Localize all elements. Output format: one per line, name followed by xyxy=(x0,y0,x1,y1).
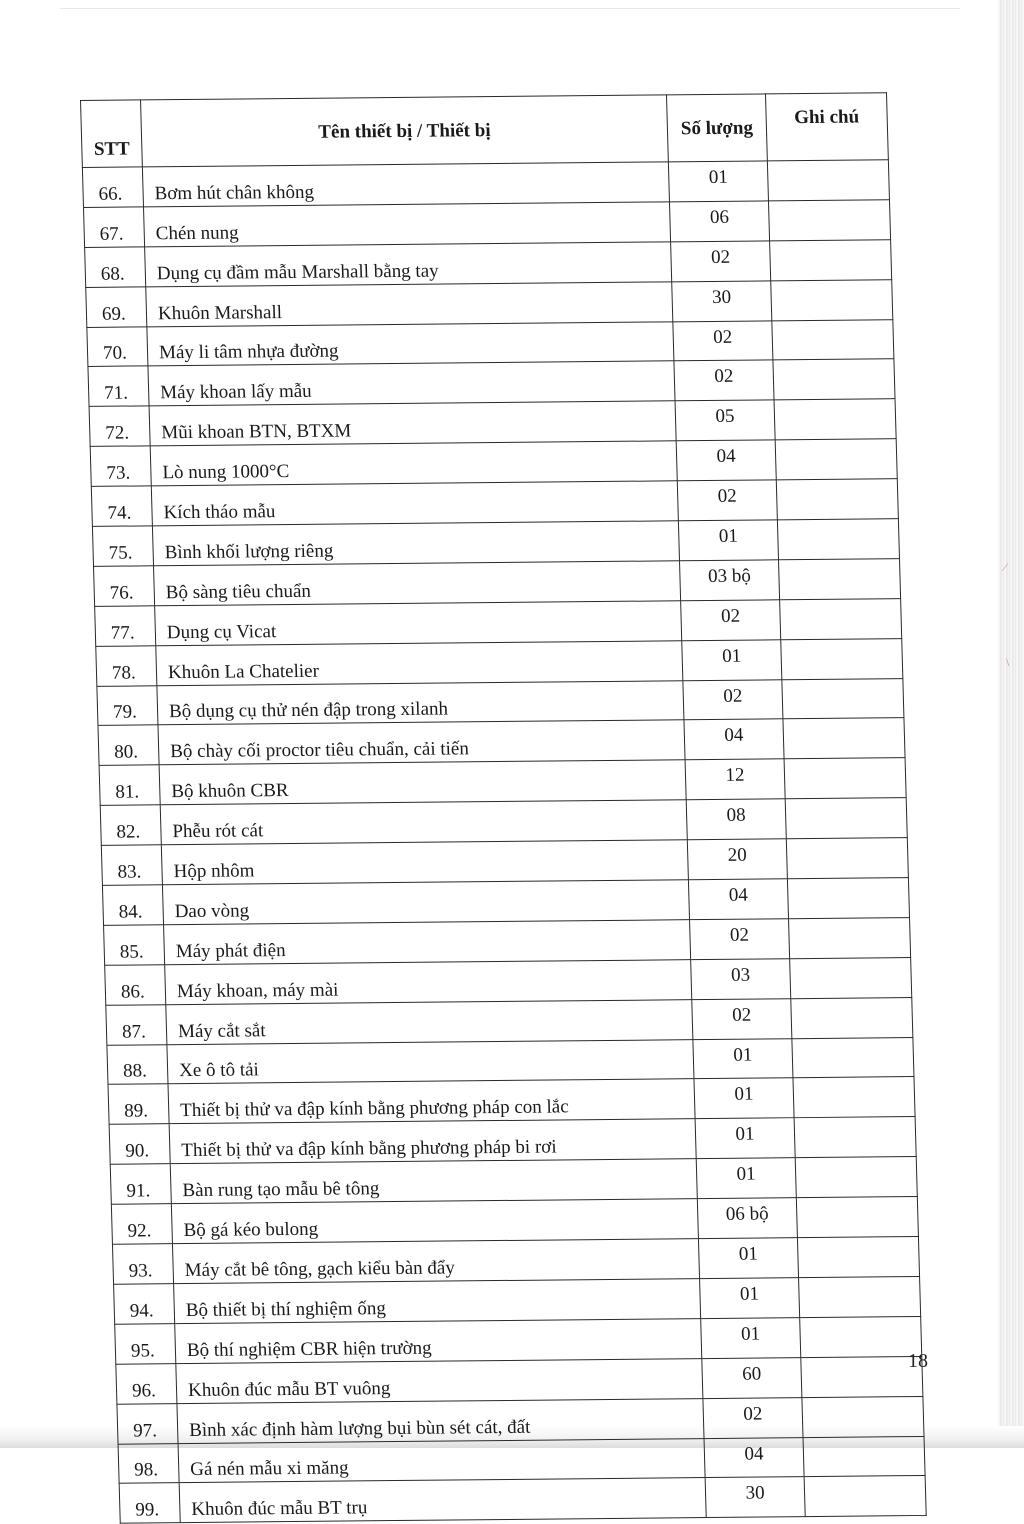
quantity-value: 12 xyxy=(685,759,785,800)
row-number: 92. xyxy=(111,1204,172,1244)
quantity-value: 01 xyxy=(700,1278,800,1319)
equipment-name: Máy khoan lấy mẫu xyxy=(148,361,675,406)
equipment-name: Máy li tâm nhựa đường xyxy=(147,321,674,366)
row-number: 80. xyxy=(98,725,159,765)
quantity-value: 20 xyxy=(687,839,787,880)
equipment-name: Bộ gá kéo bulong xyxy=(171,1199,698,1244)
quantity-value: 02 xyxy=(674,360,774,401)
row-number: 91. xyxy=(110,1164,171,1204)
equipment-name: Khuôn đúc mẫu BT vuông xyxy=(176,1358,703,1403)
equipment-name: Kích tháo mẫu xyxy=(151,481,678,526)
note-value xyxy=(782,678,904,719)
quantity-value: 04 xyxy=(704,1437,804,1478)
equipment-name: Xe ô tô tải xyxy=(167,1039,694,1084)
quantity-value: 01 xyxy=(698,1238,798,1279)
row-number: 70. xyxy=(87,326,148,366)
margin-mark: ⁄ xyxy=(1004,560,1007,574)
row-number: 87. xyxy=(106,1004,167,1044)
equipment-name: Bộ khuôn CBR xyxy=(159,760,686,805)
equipment-name: Bàn rung tạo mẫu bê tông xyxy=(170,1159,697,1204)
quantity-value: 30 xyxy=(672,281,772,322)
equipment-name: Máy cắt bê tông, gạch kiểu bàn đẩy xyxy=(172,1239,699,1284)
equipment-name: Dụng cụ Vicat xyxy=(155,601,682,646)
equipment-name: Máy cắt sắt xyxy=(166,999,693,1044)
note-value xyxy=(793,1077,915,1118)
equipment-name: Bình khối lượng riêng xyxy=(152,521,679,566)
quantity-value: 02 xyxy=(671,241,771,282)
equipment-name: Bình xác định hàm lượng bụi bùn sét cát, đất xyxy=(177,1398,704,1443)
quantity-value: 01 xyxy=(693,1038,793,1079)
page-number: 18 xyxy=(908,1350,928,1372)
row-number: 69. xyxy=(86,287,147,327)
quantity-value: 08 xyxy=(686,799,786,840)
equipment-name: Thiết bị thử va đập kính bằng phương pháp con lắc xyxy=(168,1079,695,1124)
equipment-name: Mũi khoan BTN, BTXM xyxy=(149,401,676,446)
equipment-name: Bộ thiết bị thí nghiệm ống xyxy=(174,1279,701,1324)
row-number: 67. xyxy=(83,207,144,247)
equipment-name: Khuôn đúc mẫu BT trụ xyxy=(179,1478,706,1523)
row-number: 96. xyxy=(116,1363,177,1403)
note-value xyxy=(790,957,912,998)
header-equipment-name: Tên thiết bị / Thiết bị xyxy=(141,95,669,167)
note-value xyxy=(803,1436,925,1477)
quantity-value: 02 xyxy=(673,320,773,361)
note-value xyxy=(794,1117,916,1158)
note-value xyxy=(802,1396,924,1437)
quantity-value: 01 xyxy=(696,1158,796,1199)
table-row xyxy=(119,1476,926,1524)
equipment-table-container xyxy=(80,92,946,1524)
row-number: 81. xyxy=(99,765,160,805)
note-value xyxy=(801,1356,923,1397)
equipment-name: Dao vòng xyxy=(162,880,689,925)
row-number: 73. xyxy=(90,446,151,486)
row-number: 89. xyxy=(108,1084,169,1124)
note-value xyxy=(785,798,907,839)
quantity-value: 02 xyxy=(683,679,783,720)
row-number: 78. xyxy=(96,645,157,685)
quantity-value: 04 xyxy=(688,879,788,920)
row-number: 83. xyxy=(101,845,162,885)
quantity-value: 01 xyxy=(695,1118,795,1159)
note-value xyxy=(799,1276,921,1317)
note-value xyxy=(770,240,892,281)
row-number: 71. xyxy=(88,366,149,406)
quantity-value: 01 xyxy=(678,520,778,561)
row-number: 68. xyxy=(85,247,146,287)
row-number: 88. xyxy=(107,1044,168,1084)
note-value xyxy=(767,160,889,201)
row-number: 93. xyxy=(112,1244,173,1284)
note-value xyxy=(781,638,903,679)
quantity-value: 02 xyxy=(677,480,777,521)
note-value xyxy=(775,439,897,480)
margin-mark: \ xyxy=(1006,655,1010,669)
quantity-value: 02 xyxy=(681,600,781,641)
note-value xyxy=(791,997,913,1038)
note-value xyxy=(776,479,898,520)
equipment-table xyxy=(80,92,927,1524)
equipment-name: Phễu rót cát xyxy=(160,800,687,845)
quantity-value: 01 xyxy=(682,639,782,680)
quantity-value: 01 xyxy=(668,161,768,202)
note-value xyxy=(787,878,909,919)
note-value xyxy=(774,399,896,440)
equipment-name: Bộ dụng cụ thử nén đập trong xilanh xyxy=(157,680,684,725)
row-number: 84. xyxy=(102,885,163,925)
table-body xyxy=(82,160,926,1524)
quantity-value: 06 xyxy=(669,201,769,242)
quantity-value: 01 xyxy=(694,1078,794,1119)
quantity-value: 05 xyxy=(675,400,775,441)
quantity-value: 04 xyxy=(676,440,776,481)
note-value xyxy=(777,519,899,560)
equipment-name: Bộ thí nghiệm CBR hiện trường xyxy=(175,1318,702,1363)
equipment-name: Lò nung 1000°C xyxy=(150,441,677,486)
note-value xyxy=(784,758,906,799)
note-value xyxy=(773,359,895,400)
note-value xyxy=(786,838,908,879)
table-header-row xyxy=(81,93,889,168)
note-value xyxy=(780,598,902,639)
equipment-name: Hộp nhôm xyxy=(161,840,688,885)
equipment-name: Máy khoan, máy mài xyxy=(165,959,692,1004)
row-number: 75. xyxy=(92,526,153,566)
row-number: 94. xyxy=(114,1284,175,1324)
note-value xyxy=(795,1157,917,1198)
row-number: 97. xyxy=(117,1403,178,1443)
quantity-value: 03 bộ xyxy=(679,560,779,601)
row-number: 85. xyxy=(104,925,165,965)
note-value xyxy=(797,1237,919,1278)
equipment-name: Máy phát điện xyxy=(164,920,691,965)
quantity-value: 01 xyxy=(701,1317,801,1358)
row-number: 90. xyxy=(109,1124,170,1164)
equipment-name: Bộ sàng tiêu chuẩn xyxy=(154,561,681,606)
quantity-value: 02 xyxy=(703,1397,803,1438)
note-value xyxy=(783,718,905,759)
equipment-name: Bơm hút chân không xyxy=(142,162,669,207)
quantity-value: 03 xyxy=(691,959,791,1000)
equipment-name: Bộ chày cối proctor tiêu chuẩn, cải tiến xyxy=(158,720,685,765)
row-number: 79. xyxy=(97,685,158,725)
equipment-name: Dụng cụ đầm mẫu Marshall bằng tay xyxy=(145,242,672,287)
equipment-name: Chén nung xyxy=(143,202,670,247)
quantity-value: 02 xyxy=(692,998,792,1039)
quantity-value: 60 xyxy=(702,1357,802,1398)
note-value xyxy=(789,917,911,958)
equipment-name: Khuôn La Chatelier xyxy=(156,640,683,685)
quantity-value: 02 xyxy=(690,919,790,960)
quantity-value: 04 xyxy=(684,719,784,760)
row-number: 95. xyxy=(115,1323,176,1363)
row-number: 72. xyxy=(89,406,150,446)
row-number: 98. xyxy=(118,1443,179,1483)
scan-artifact-top xyxy=(60,8,960,9)
row-number: 66. xyxy=(82,167,143,207)
equipment-name: Gá nén mẫu xi măng xyxy=(178,1438,705,1483)
note-value xyxy=(792,1037,914,1078)
note-value xyxy=(772,319,894,360)
quantity-value: 30 xyxy=(705,1477,805,1518)
header-quantity: Số lượng xyxy=(666,94,767,162)
header-stt: STT xyxy=(81,100,143,168)
header-note: Ghi chú xyxy=(765,93,888,161)
row-number: 74. xyxy=(91,486,152,526)
note-value xyxy=(768,200,890,241)
row-number: 76. xyxy=(94,566,155,606)
equipment-name: Khuôn Marshall xyxy=(146,282,673,327)
note-value xyxy=(804,1476,926,1517)
note-value xyxy=(771,279,893,320)
row-number: 82. xyxy=(100,805,161,845)
row-number: 99. xyxy=(119,1483,180,1523)
scan-artifact-right-edge xyxy=(998,0,1024,1448)
note-value xyxy=(796,1197,918,1238)
quantity-value: 06 bộ xyxy=(697,1198,797,1239)
note-value xyxy=(800,1316,922,1357)
note-value xyxy=(778,559,900,600)
equipment-name: Thiết bị thử va đập kính bằng phương pháp bi rơi xyxy=(169,1119,696,1164)
row-number: 86. xyxy=(105,965,166,1005)
row-number: 77. xyxy=(95,606,156,646)
